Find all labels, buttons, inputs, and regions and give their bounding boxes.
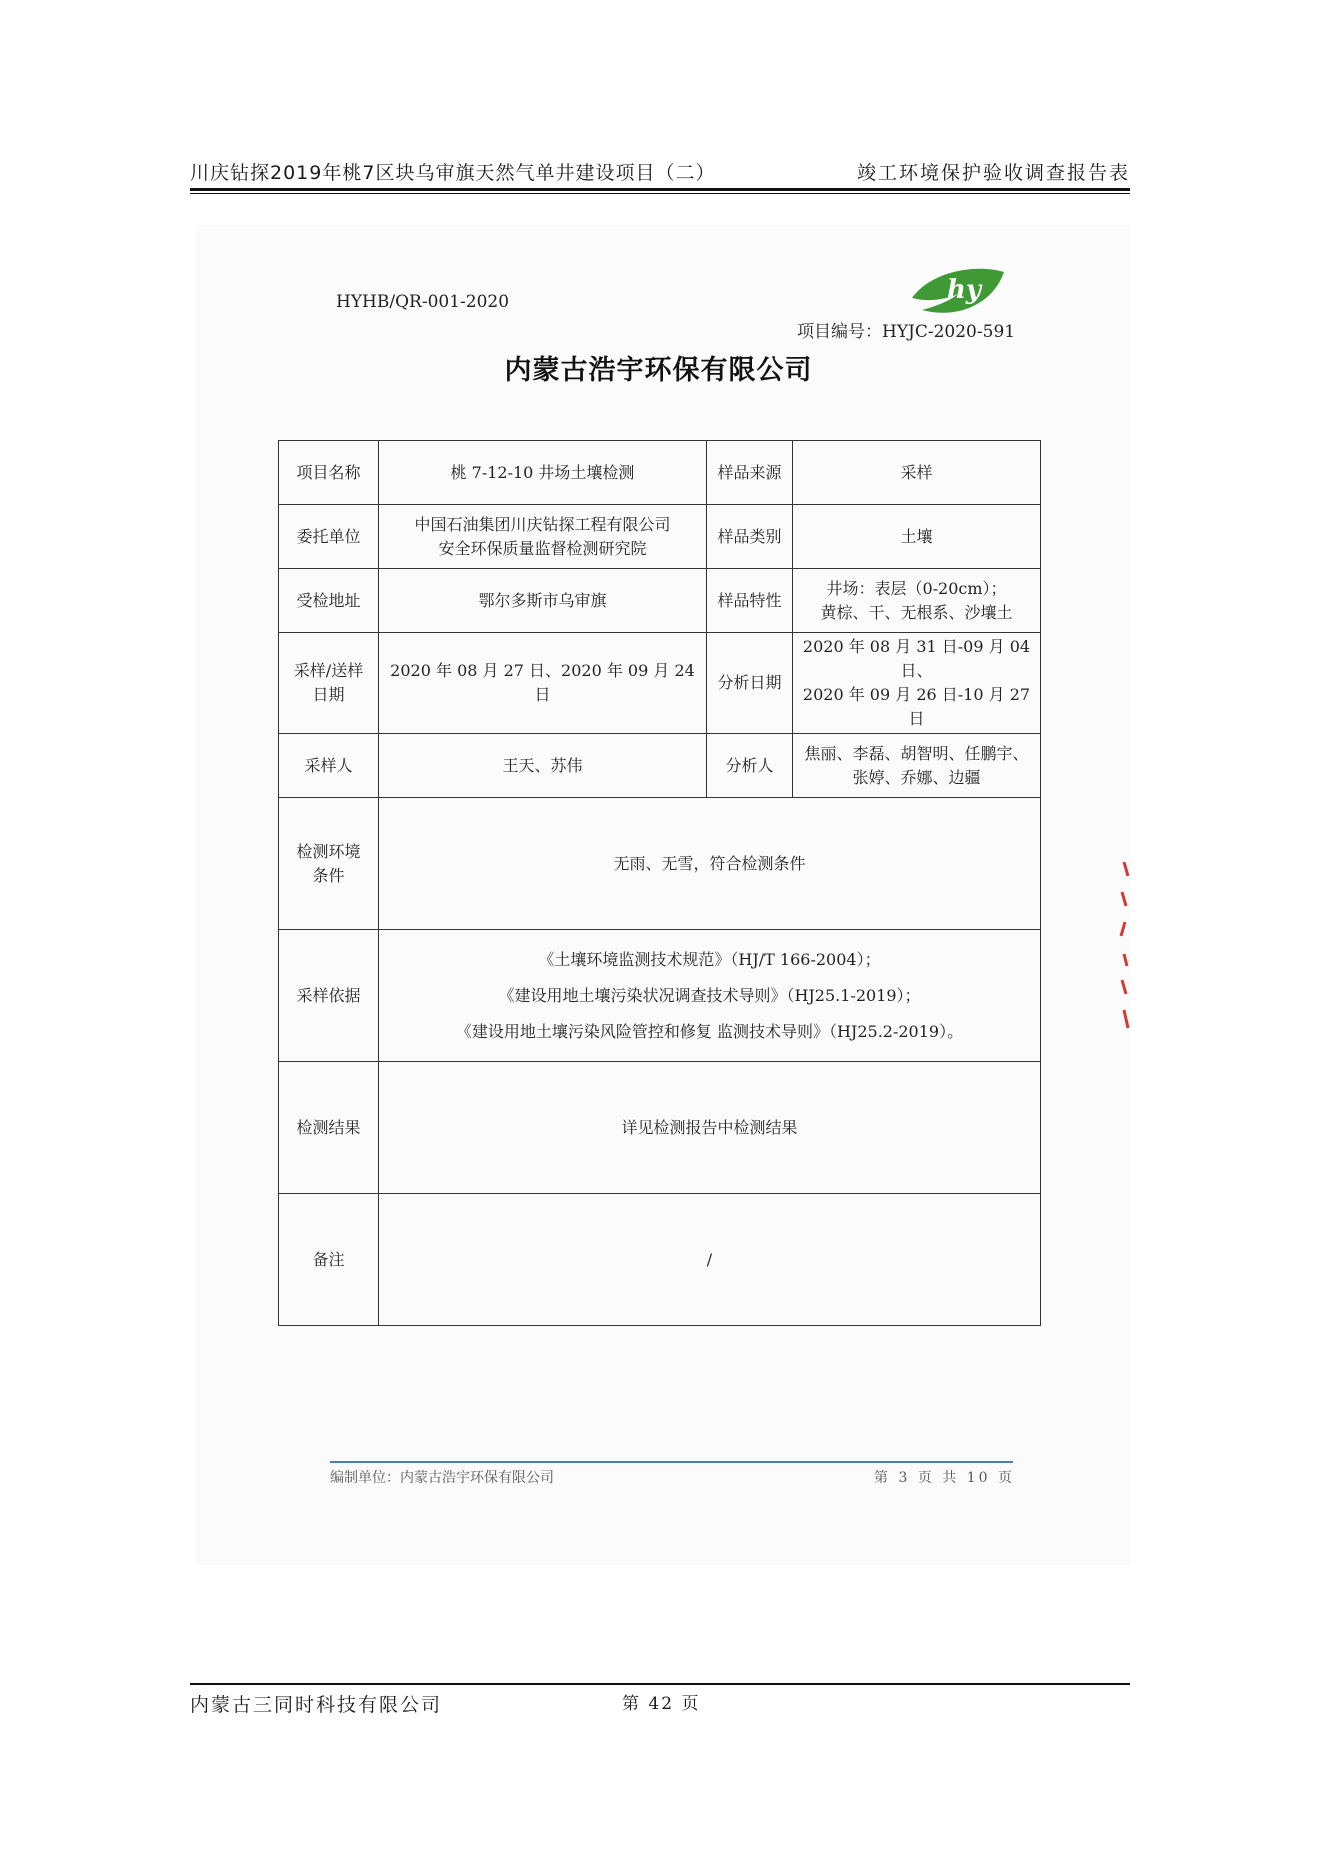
basis-line3: 《建设用地土壤污染风险管控和修复 监测技术导则》（HJ25.2-2019）。 bbox=[455, 1021, 964, 1041]
project-name-label: 项目名称 bbox=[279, 441, 379, 505]
address-value: 鄂尔多斯市乌审旗 bbox=[379, 569, 707, 633]
sampler-label: 采样人 bbox=[279, 734, 379, 798]
basis-line2: 《建设用地土壤污染状况调查技术导则》（HJ25.1-2019）； bbox=[498, 985, 921, 1005]
table-row bbox=[279, 569, 1041, 633]
client-value-line1: 中国石油集团川庆钻探工程有限公司 bbox=[414, 514, 671, 534]
env-label-line2: 条件 bbox=[312, 865, 345, 885]
analysis-date-label: 分析日期 bbox=[707, 633, 793, 734]
project-number: 项目编号：HYJC-2020-591 bbox=[797, 322, 1016, 342]
sample-char-line1: 井场：表层（0-20cm）； bbox=[826, 578, 1007, 598]
company-title: 内蒙古浩宇环保有限公司 bbox=[504, 355, 813, 386]
company-logo-icon bbox=[908, 262, 1008, 324]
sampling-info-table bbox=[278, 440, 1041, 1326]
analyst-line1: 焦丽、李磊、胡智明、任鹏宇、 bbox=[804, 743, 1029, 763]
page-footer-company: 内蒙古三同时科技有限公司 bbox=[190, 1694, 443, 1716]
analysis-date-line2: 2020 年 09 月 26 日-10 月 27 日 bbox=[802, 685, 1031, 728]
report-footer-page: 第 3 页 共 10 页 bbox=[874, 1470, 1015, 1486]
red-stamp-edge bbox=[1118, 862, 1130, 1032]
remark-value: / bbox=[379, 1194, 1041, 1326]
client-label: 委托单位 bbox=[279, 505, 379, 569]
sampler-value: 王天、苏伟 bbox=[379, 734, 707, 798]
table-row bbox=[279, 441, 1041, 505]
env-label bbox=[279, 798, 379, 930]
result-value: 详见检测报告中检测结果 bbox=[379, 1062, 1041, 1194]
sampling-date-value: 2020 年 08 月 27 日、2020 年 09 月 24 日 bbox=[379, 633, 707, 734]
env-value: 无雨、无雪，符合检测条件 bbox=[379, 798, 1041, 930]
sample-source-value: 采样 bbox=[793, 441, 1041, 505]
table-row bbox=[279, 1062, 1041, 1194]
basis-label: 采样依据 bbox=[279, 930, 379, 1062]
page-footer-rule bbox=[190, 1683, 1130, 1685]
form-code: HYHB/QR-001-2020 bbox=[336, 292, 510, 312]
table-row bbox=[279, 633, 1041, 734]
table-row bbox=[279, 1194, 1041, 1326]
client-value-line2: 安全环保质量监督检测研究院 bbox=[438, 538, 647, 558]
table-row bbox=[279, 734, 1041, 798]
basis-value bbox=[379, 930, 1041, 1062]
analysis-date-line1: 2020 年 08 月 31 日-09 月 04 日、 bbox=[802, 637, 1031, 680]
table-row bbox=[279, 930, 1041, 1062]
basis-line1: 《土壤环境监测技术规范》（HJ/T 166-2004）； bbox=[538, 949, 881, 969]
report-footer-compiler: 编制单位：内蒙古浩宇环保有限公司 bbox=[330, 1470, 554, 1486]
analyst-line2: 张婷、乔娜、边疆 bbox=[852, 767, 981, 787]
header-report-type: 竣工环境保护验收调查报告表 bbox=[856, 162, 1130, 184]
table-row bbox=[279, 505, 1041, 569]
analysis-date-value bbox=[793, 633, 1041, 734]
sample-type-value: 土壤 bbox=[793, 505, 1041, 569]
client-value bbox=[379, 505, 707, 569]
sample-char-line2: 黄棕、干、无根系、沙壤土 bbox=[820, 602, 1013, 622]
sample-char-label: 样品特性 bbox=[707, 569, 793, 633]
header-project-title: 川庆钻探2019年桃7区块乌审旗天然气单井建设项目（二） bbox=[190, 162, 716, 184]
project-name-value: 桃 7-12-10 井场土壤检测 bbox=[379, 441, 707, 505]
env-label-line1: 检测环境 bbox=[296, 841, 361, 861]
sampling-date-label bbox=[279, 633, 379, 734]
sampling-date-label-line1: 采样/送样 bbox=[293, 661, 364, 680]
result-label: 检测结果 bbox=[279, 1062, 379, 1194]
sample-type-label: 样品类别 bbox=[707, 505, 793, 569]
logo-lettering: hy bbox=[946, 275, 982, 305]
table-row bbox=[279, 798, 1041, 930]
report-footer-rule bbox=[330, 1461, 1013, 1463]
sample-char-value bbox=[793, 569, 1041, 633]
analyst-value bbox=[793, 734, 1041, 798]
header-rule-thick bbox=[190, 188, 1130, 191]
page-header bbox=[190, 156, 1130, 186]
sample-source-label: 样品来源 bbox=[707, 441, 793, 505]
address-label: 受检地址 bbox=[279, 569, 379, 633]
sampling-date-label-line2: 日期 bbox=[312, 685, 345, 704]
remark-label: 备注 bbox=[279, 1194, 379, 1326]
header-rule-thin bbox=[190, 193, 1130, 194]
analyst-label: 分析人 bbox=[707, 734, 793, 798]
page-number: 第 42 页 bbox=[622, 1694, 701, 1714]
